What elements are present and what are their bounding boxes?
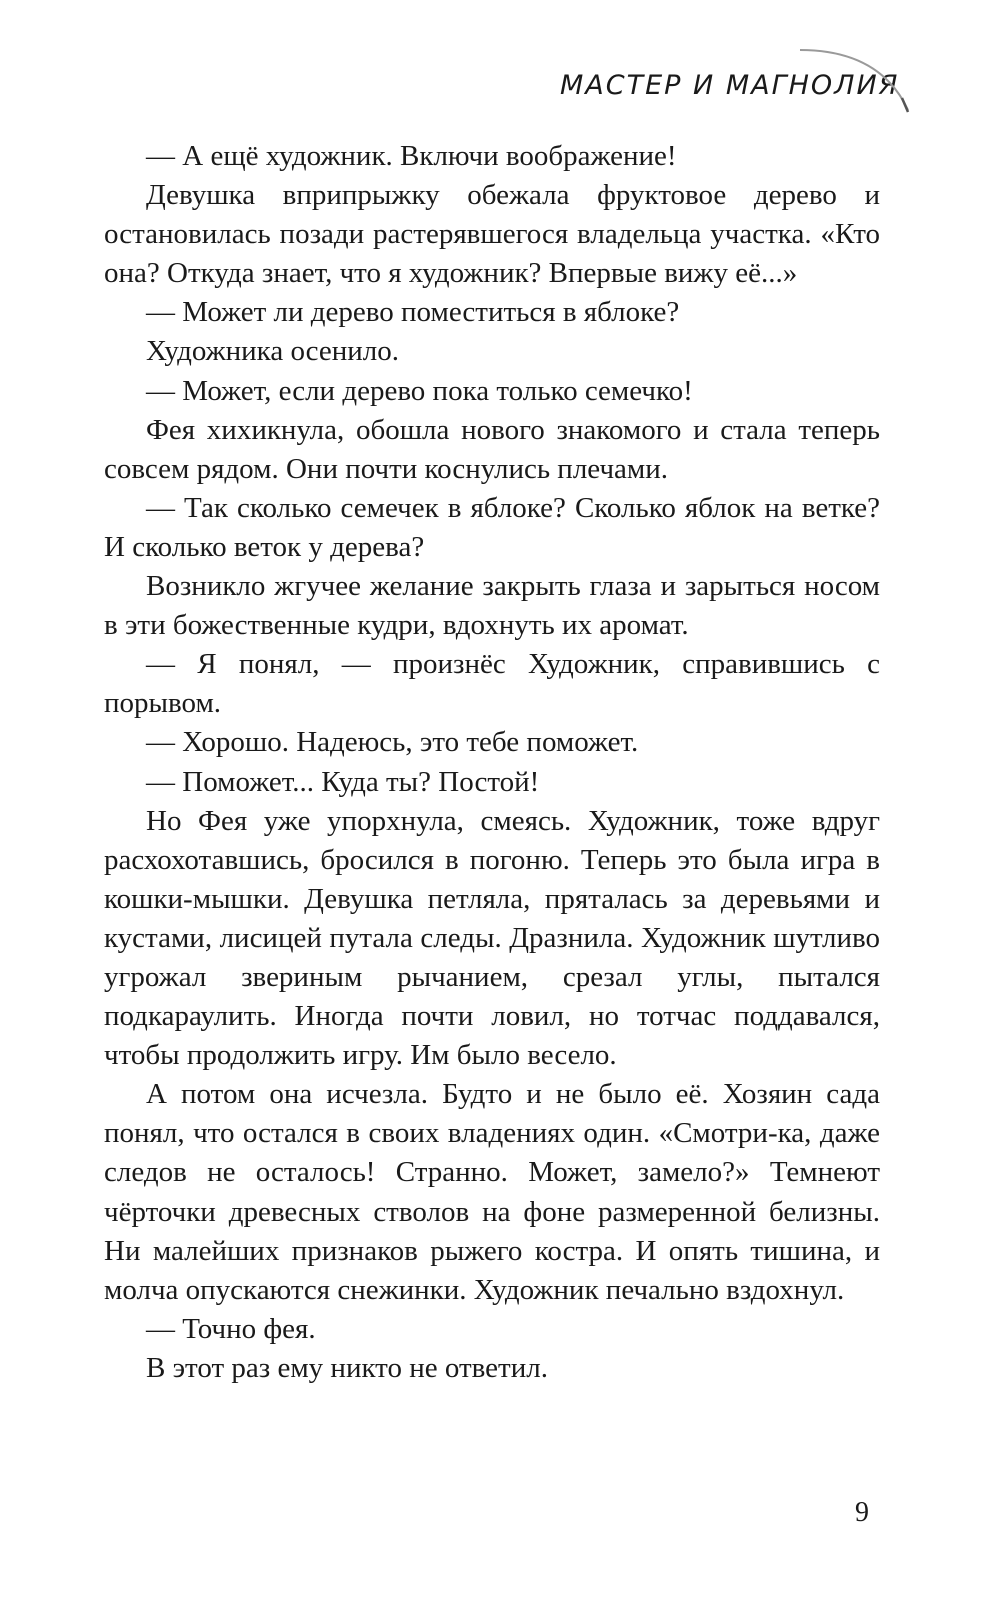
paragraph: — Может ли дерево поместиться в яблоке? (146, 296, 680, 329)
paragraph: В этот раз ему никто не ответил. (146, 1351, 548, 1384)
page-number: 9 (855, 1497, 869, 1528)
body-text (104, 137, 880, 1388)
paragraph: Возникло жгучее желание закрыть глаза и зарыться носом в эти божественные кудри, вдохнуть их аромат. (104, 570, 880, 642)
paragraph: — Может, если дерево пока только семечко! (146, 374, 693, 407)
paragraph: — Поможет... Куда ты? Постой! (146, 765, 540, 798)
paragraph: — Так сколько семечек в яблоке? Сколько яблок на ветке? И сколько веток у дерева? (104, 491, 880, 563)
paragraph: — Хорошо. Надеюсь, это тебе поможет. (146, 726, 639, 759)
paragraph: Художника осенило. (146, 335, 400, 368)
running-head-title: МАСТЕР И МАГНОЛИЯ (560, 70, 900, 101)
paragraph: — А ещё художник. Включи воображение! (146, 140, 677, 172)
decorative-arc (790, 40, 920, 140)
running-head (540, 60, 900, 120)
paragraph: А потом она исчезла. Будто и не было её. Хозяин сада понял, что остался в своих владениях один. «Смотри-ка, даже следов не осталось! Странно. Может, замело?» Темнеют чёрточки древесных стволов на фоне размеренной белизны. Ни малейших признаков рыжего костра. И опять тишина, и молча опускаются снежинки. Художник печально вздохнул. (104, 1078, 880, 1306)
paragraph: Фея хихикнула, обошла нового знакомого и стала теперь совсем рядом. Они почти коснулись плечами. (104, 413, 880, 485)
paragraph: — Точно фея. (146, 1312, 316, 1345)
paragraph: — Я понял, — произнёс Художник, справившись с порывом. (104, 648, 880, 720)
paragraph: Девушка вприпрыжку обежала фруктовое дерево и остановилась позади растерявшегося владельца участка. «Кто она? Откуда знает, что я художник? Впервые вижу её...» (104, 179, 880, 290)
paragraph: Но Фея уже упорхнула, смеясь. Художник, тоже вдруг расхохотавшись, бросился в погоню. Теперь это была игра в кошки-мышки. Девушка петляла, пряталась за деревьями и кустами, лисицей путала следы. Дразнила. Художник шутливо угрожал звериным рычанием, срезал углы, пытался подкараулить. Иногда почти ловил, но тотчас поддавался, чтобы продолжить игру. Им было весело. (104, 804, 880, 1072)
